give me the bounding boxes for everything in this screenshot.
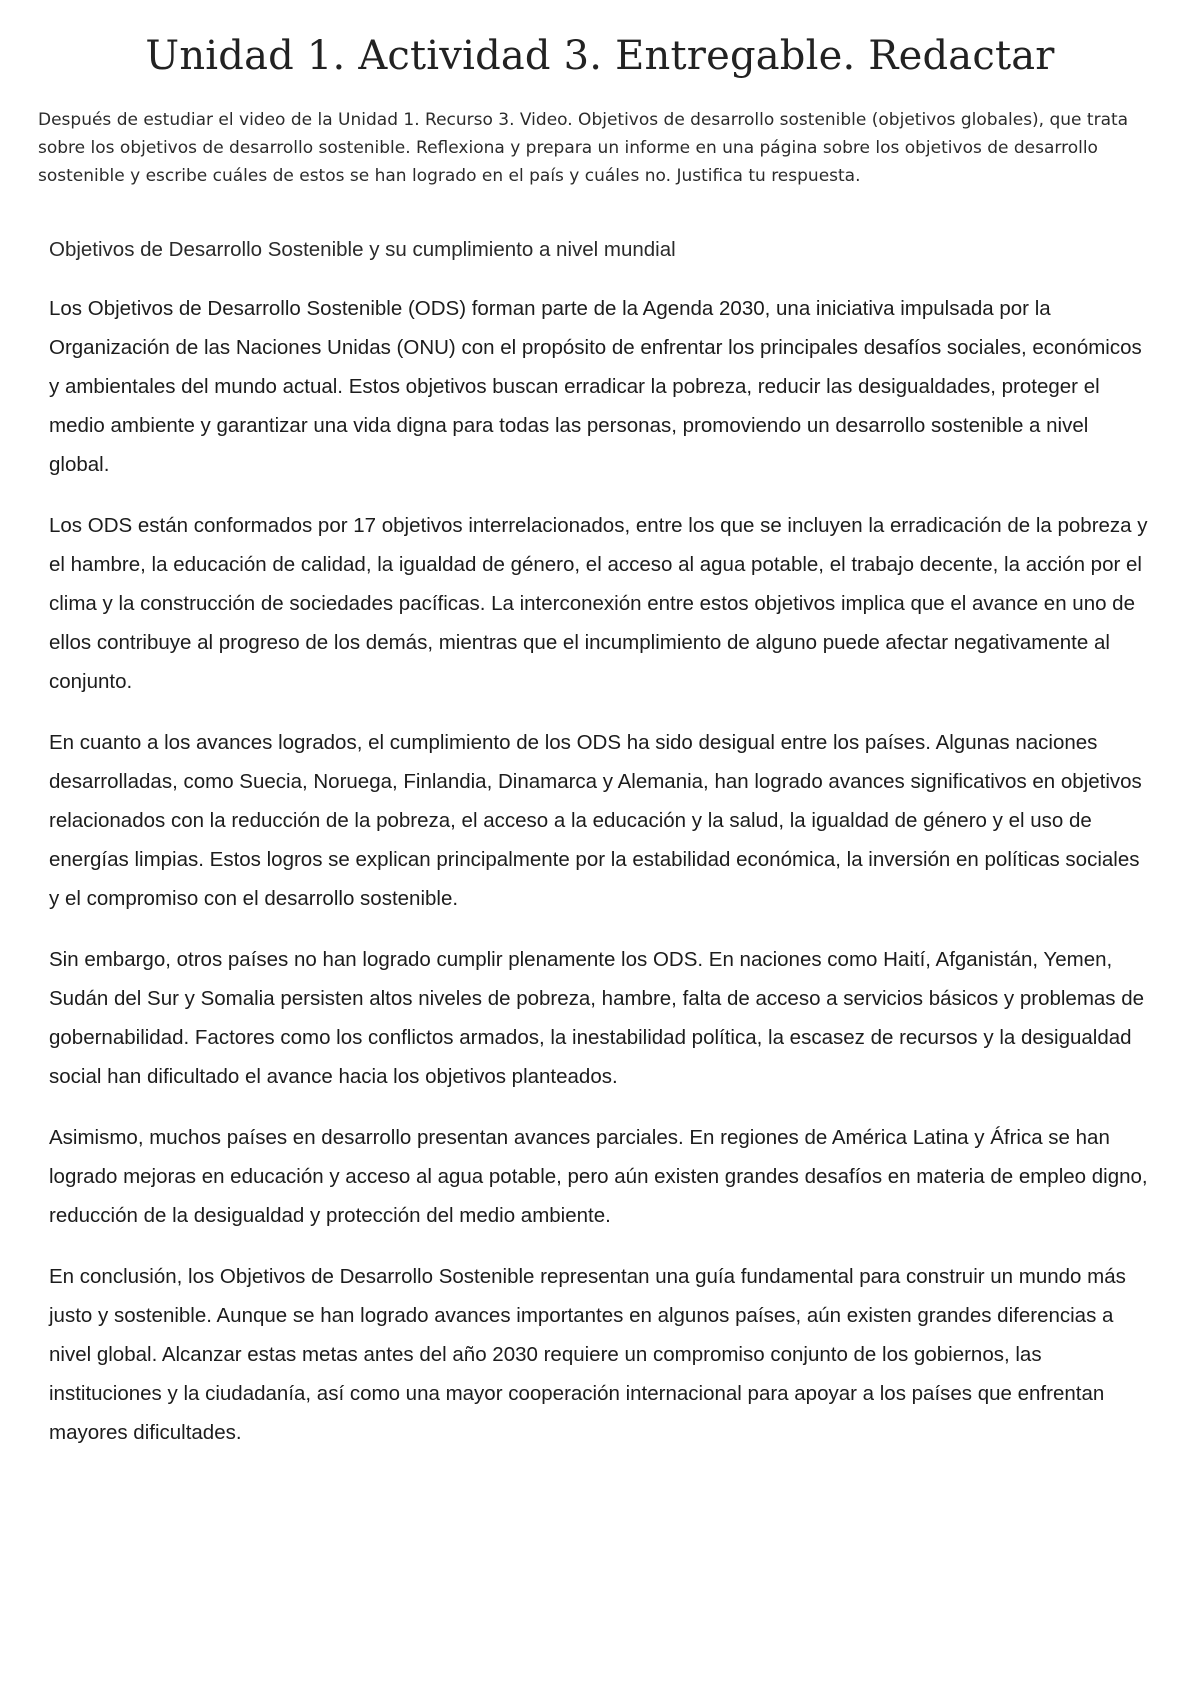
answer-paragraph: En cuanto a los avances logrados, el cumplimiento de los ODS ha sido desigual entre los países. Algunas naciones desarrolladas, como Suecia, Noruega, Finlandia, Dinamarca y Alemania, han logrado avances significativos en objetivos relacionados con la reducción de la pobreza, el acceso a la educación y la salud, la igualdad de género y el uso de energías limpias. Estos logros se explican principalmente por la estabilidad económica, la inversión en políticas sociales y el compromiso con el desarrollo sostenible.	[49, 731, 1142, 910]
answer-paragraph: Asimismo, muchos países en desarrollo presentan avances parciales. En regiones de América Latina y África se han logrado mejoras en educación y acceso al agua potable, pero aún existen grandes desafíos en materia de empleo digno, reducción de la desigualdad y protección del medio ambiente.	[49, 1126, 1148, 1227]
answer-paragraph: Los Objetivos de Desarrollo Sostenible (ODS) forman parte de la Agenda 2030, una iniciativa impulsada por la Organización de las Naciones Unidas (ONU) con el propósito de enfrentar los principales desafíos sociales, económicos y ambientales del mundo actual. Estos objetivos buscan erradicar la pobreza, reducir las desigualdades, proteger el medio ambiente y garantizar una vida digna para todas las personas, promoviendo un desarrollo sostenible a nivel global.	[49, 297, 1142, 476]
answer-paragraph: Los ODS están conformados por 17 objetivos interrelacionados, entre los que se incluyen la erradicación de la pobreza y el hambre, la educación de calidad, la igualdad de género, el acceso al agua potable, el trabajo decente, la acción por el clima y la construcción de sociedades pacíficas. La interconexión entre estos objetivos implica que el avance en uno de ellos contribuye al progreso de los demás, mientras que el incumplimiento de alguno puede afectar negativamente al conjunto.	[49, 514, 1148, 693]
answer-paragraph: En conclusión, los Objetivos de Desarrollo Sostenible representan una guía fundamental para construir un mundo más justo y sostenible. Aunque se han logrado avances importantes en algunos países, aún existen grandes diferencias a nivel global. Alcanzar estas metas antes del año 2030 requiere un compromiso conjunto de los gobiernos, las instituciones y la ciudadanía, así como una mayor cooperación internacional para apoyar a los países que enfrentan mayores dificultades.	[49, 1265, 1126, 1444]
assignment-instructions: Después de estudiar el video de la Unidad 1. Recurso 3. Video. Objetivos de desarrollo sostenible (objetivos globales), que trata sobre los objetivos de desarrollo sostenible. Reflexiona y prepara un informe en una página sobre los objetivos de desarrollo sostenible y escribe cuáles de estos se han logrado en el país y cuáles no. Justifica tu respuesta.	[38, 110, 1129, 186]
answer-heading: Objetivos de Desarrollo Sostenible y su cumplimiento a nivel mundial	[49, 238, 676, 261]
document-title: Unidad 1. Actividad 3. Entregable. Redactar	[145, 33, 1055, 79]
answer-paragraph: Sin embargo, otros países no han logrado cumplir plenamente los ODS. En naciones como Haití, Afganistán, Yemen, Sudán del Sur y Somalia persisten altos niveles de pobreza, hambre, falta de acceso a servicios básicos y problemas de gobernabilidad. Factores como los conflictos armados, la inestabilidad política, la escasez de recursos y la desigualdad social han dificultado el avance hacia los objetivos planteados.	[49, 948, 1145, 1088]
answer-body	[49, 230, 1149, 1474]
